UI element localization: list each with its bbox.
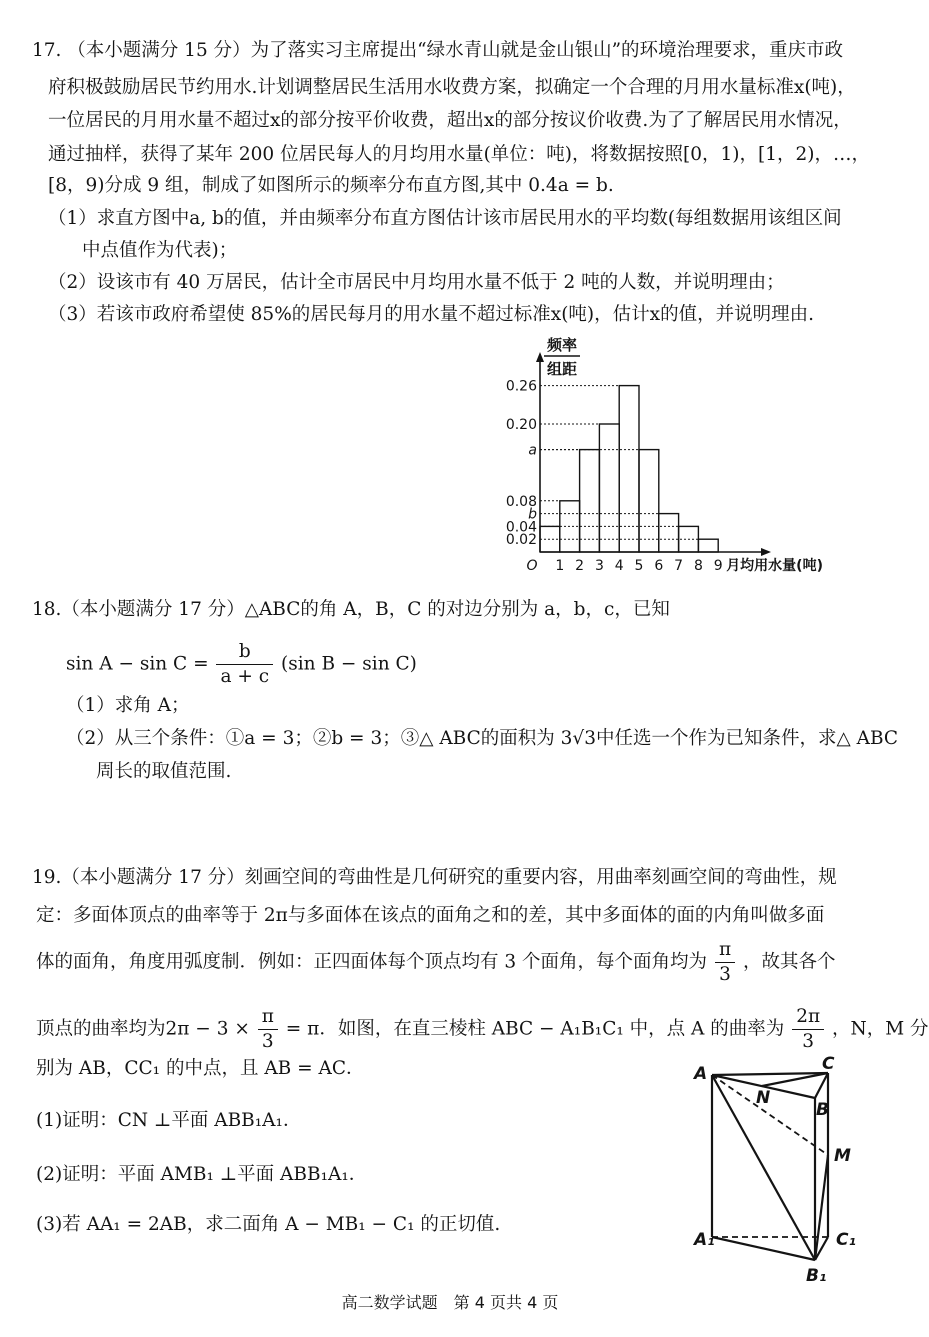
label-B: B: [816, 1100, 829, 1120]
page-footer: 高二数学试题 第 4 页共 4 页: [341, 1293, 559, 1312]
q17-line-4: 通过抽样，获得了某年 200 位居民每人的月均用水量(单位：吨)，将数据按照[0，1)，[1，2)，…，: [48, 144, 870, 165]
q19-line-4-text-a: 顶点的曲率均为2π − 3 ×: [36, 1018, 250, 1040]
q19-pi-over-3-fraction: [715, 938, 735, 987]
label-A1: A₁: [694, 1230, 715, 1250]
x-tick-label: 2: [575, 558, 585, 574]
q19-line-2: 定：多面体顶点的曲率等于 2π与多面体在该点的面角之和的差，其中多面体的面的内角叫做多面: [36, 905, 825, 926]
y-tick-label: 0.02: [505, 532, 537, 549]
q18-line-1: 18.（本小题满分 17 分）△ABC的角 A，B，C 的对边分别为 a，b，c，已知: [32, 599, 670, 620]
q19-fraction-numerator: π: [258, 1005, 278, 1030]
frequency-histogram: [490, 332, 860, 582]
segment-MB1: [815, 1155, 828, 1260]
prism-figure: [690, 1055, 870, 1285]
q19-part-1: (1)证明：CN ⊥平面 ABB₁A₁．: [36, 1110, 302, 1131]
q19-fraction-denominator: 3: [261, 1031, 274, 1052]
q18-fraction-denominator: a + c: [220, 666, 270, 687]
q18-fraction: [216, 640, 273, 689]
x-tick-label: 6: [654, 558, 664, 574]
q18-formula-right: (sin B − sin C): [281, 653, 417, 675]
q18-part-2-line-1: （2）从三个条件：①a = 3；②b = 3；③△ ABC的面积为 3√3中任选一个作为已知条件，求△ ABC: [66, 728, 899, 749]
label-C: C: [822, 1054, 835, 1074]
label-N: N: [756, 1088, 771, 1108]
q17-line-5: [8，9)分成 9 组，制成了如图所示的频率分布直方图,其中 0.4a = b.: [48, 175, 614, 196]
histogram-bar: [599, 424, 619, 552]
histogram-bar: [698, 539, 718, 552]
x-tick-label: 3: [594, 558, 604, 574]
label-B1: B₁: [806, 1266, 827, 1286]
y-tick-label: 0.08: [505, 493, 537, 510]
q19-line-3-text-b: ，故其各个: [743, 951, 836, 973]
x-axis-label: 月均用水量(吨): [726, 558, 823, 574]
histogram-bar: [619, 386, 639, 552]
edge-A1B1: [712, 1237, 815, 1260]
q18-fraction-numerator: b: [216, 640, 273, 665]
q19-two-pi-over-3-fraction: [792, 1005, 824, 1054]
x-tick-label: 7: [674, 558, 684, 574]
x-tick-label: 1: [555, 558, 565, 574]
q18-formula: [66, 640, 417, 689]
q19-fraction-numerator: 2π: [792, 1005, 824, 1030]
q17-part-1-line-2: 中点值作为代表)；: [82, 240, 238, 261]
y-tick-label: a: [528, 442, 537, 459]
y-tick-label: 0.20: [505, 417, 537, 433]
q19-line-1: 19.（本小题满分 17 分）刻画空间的弯曲性是几何研究的重要内容，用曲率刻画空间的弯曲性，规: [32, 867, 837, 888]
origin-label: O: [526, 558, 538, 574]
y-axis-label-numerator: 频率: [546, 336, 578, 354]
label-C1: C₁: [836, 1230, 856, 1250]
q17-part-2: （2）设该市有 40 万居民，估计全市居民中月均用水量不低于 2 吨的人数，并说明理由；: [48, 272, 785, 293]
histogram-bar: [639, 450, 659, 552]
q19-part-2: (2)证明：平面 AMB₁ ⊥平面 ABB₁A₁．: [36, 1164, 368, 1185]
histogram-bar: [580, 450, 600, 552]
x-tick-label: 9: [713, 558, 723, 574]
q19-line-4: [36, 1005, 929, 1054]
q19-line-4-text-c: ，N，M 分: [832, 1018, 929, 1040]
y-tick-label: 0.04: [505, 519, 537, 536]
edge-AC: [712, 1073, 828, 1075]
q19-part-3: (3)若 AA₁ = 2AB，求二面角 A − MB₁ − C₁ 的正切值.: [36, 1214, 501, 1235]
x-tick-label: 8: [693, 558, 703, 574]
q19-line-3: [36, 938, 836, 987]
y-tick-label: b: [528, 506, 537, 523]
q18-part-1: （1）求角 A；: [66, 695, 190, 716]
q19-pi-over-3-fraction-2: [258, 1005, 278, 1054]
q18-part-2-line-2: 周长的取值范围.: [96, 761, 232, 782]
q18-formula-left: sin A − sin C =: [66, 653, 209, 675]
y-tick-label: 0.26: [505, 378, 537, 395]
q19-fraction-numerator: π: [715, 938, 735, 963]
q17-line-2: 府积极鼓励居民节约用水.计划调整居民生活用水收费方案，拟确定一个合理的月用水量标准x(吨)，: [48, 77, 856, 98]
x-tick-label: 4: [614, 558, 624, 574]
q19-line-5: 别为 AB，CC₁ 的中点，且 AB = AC．: [36, 1058, 365, 1079]
q17-part-1-line-1: （1）求直方图中a, b的值，并由频率分布直方图估计该市居民用水的平均数(每组数据用该组区间: [48, 208, 842, 229]
y-axis-arrow: [536, 352, 544, 362]
y-axis-label-denominator: 组距: [546, 360, 578, 378]
q19-fraction-denominator: 3: [802, 1031, 815, 1052]
x-tick-label: 5: [634, 558, 644, 574]
q17-line-3: 一位居民的月用水量不超过x的部分按平价收费，超出x的部分按议价收费.为了了解居民用水情况，: [48, 110, 852, 131]
q17-part-3: （3）若该市政府希望使 85%的居民每月的用水量不超过标准x(吨)，估计x的值，并说明理由.: [48, 304, 814, 325]
edge-CB: [815, 1073, 828, 1098]
q17-line-1: 17. （本小题满分 15 分）为了落实习主席提出“绿水青山就是金山银山”的环境治理要求，重庆市政: [32, 40, 844, 61]
label-M: M: [834, 1146, 851, 1166]
q19-fraction-denominator: 3: [719, 964, 731, 985]
q19-line-4-text-b: = π．如图，在直三棱柱 ABC − A₁B₁C₁ 中，点 A 的曲率为: [285, 1018, 785, 1040]
label-A: A: [694, 1064, 708, 1084]
q19-line-3-text-a: 体的面角，角度用弧度制．例如：正四面体每个顶点均有 3 个面角，每个面角均为: [36, 951, 708, 973]
histogram-bar: [659, 514, 679, 552]
x-axis-arrow: [761, 548, 771, 556]
